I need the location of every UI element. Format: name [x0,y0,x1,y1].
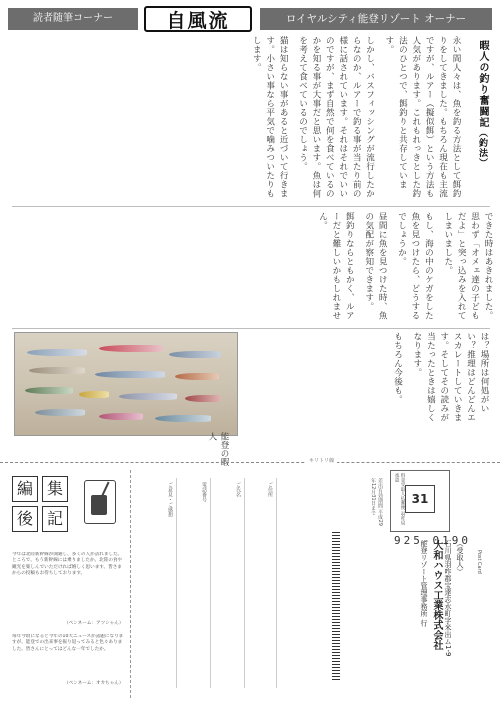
cut-line [0,462,500,463]
title-char: 集 [42,476,68,502]
form-label: ご意見・ご感想 [167,482,173,517]
paragraph: もし、海の中のケガをした魚を見つけたら、どうするでしょうか。 [396,212,434,320]
postage-stamp [390,470,450,532]
editor-note-title [12,476,74,538]
article-subtitle: （釣法） [477,128,487,168]
form-field-comments[interactable] [136,478,177,688]
owner-label: ロイヤルシティ能登リゾート オーナー [260,8,492,30]
article-title [466,40,490,200]
divider [12,328,490,329]
lure-image [169,351,221,358]
title-char: 後 [12,506,38,532]
lure-image [185,395,221,402]
reply-form [136,478,276,688]
lure-image [155,415,211,422]
form-label: 電話番号 [201,482,207,502]
recipient-company: 大和ハウス工業株式会社 [431,540,442,650]
validity-label: 差出有効期間 平成29年12月31日まで [370,478,383,526]
lure-image [29,367,85,374]
lure-photo [14,332,238,436]
lure-image [175,373,219,380]
recipient [412,540,466,690]
paragraph: しかし、バスフィッシングが流行したからなのか、ルアーで釣る事が当たり前の様に話されています。それはそれでいいのですが、まず自然で何を食べているのかを知る事が大事だと思います。魚は何を考えて食べているのでしょう。 [297,36,375,198]
customer-barcode [332,532,340,682]
form-field-phone[interactable] [178,478,211,688]
section-label: 読者随筆コーナー [8,8,138,30]
editor-note-body: 毎年今頃になると今年の10大ニュースが話題になりますが、能登での出来事を振り返ってみると色々ありました。皆さんにとってはどんな一年でしたか。 [12,634,124,652]
lure-image [25,387,73,394]
column-logo: 自風流 [144,6,252,32]
postcard-label: Post Card [476,550,482,574]
lure-image [95,371,165,378]
paragraph: は？場所は何処がいい？推理はどんどんエスカレートしていきます。そしてその読みが当たったときは嬉しくなります。 [411,332,489,422]
title-char: 編 [12,476,38,502]
lure-image [79,391,109,398]
editor-note-body: 今年は北陸新幹線が開通し、多くの人が訪れました。ところで、もう新幹線には乗りましたか。北陸の食や観光を楽しんでいただければ嬉しく思います。皆さまからの投稿もお待ちしております。 [12,552,123,577]
title-char: 記 [42,506,68,532]
stamp-number: 31 [405,485,435,513]
paragraph: もちろん今後も。 [392,332,403,404]
form-field-name[interactable] [212,478,245,688]
paragraph: 猫は知らない事があると近づいて行きます。小さい事なら平気で噛みついたりもします。 [251,36,289,198]
article-body-row2 [12,212,494,324]
article-body-row3 [244,332,490,426]
editor-signature: （ペンネーム：アツシゃん） [64,621,124,626]
lure-image [119,393,177,400]
lure-image [27,349,87,356]
article-body-row1 [12,36,462,200]
ink-pen-icon [84,480,116,524]
form-field-address[interactable] [246,478,277,688]
paragraph: できた時はあきれました。思わず「オメェ達の子どもだよ」と突っ込みを入れてしまいました。 [442,212,493,320]
paragraph: 餌釣りならともかく、ルアーだと難しいかもしれません。 [317,212,355,320]
lure-image [35,409,85,416]
divider [12,206,490,207]
lure-image [99,345,163,352]
recipient-line: 石川県羽咋郡宝達志水町字米出ム1-9 [444,540,452,657]
page-header [8,8,492,30]
cut-line-label: キリトリ線 [306,457,337,464]
recipient-dept: 能登リゾート管理事務所 行 [420,540,428,627]
zip-code: 925-0190 [394,534,471,547]
stamp-text: 料金受取人払郵便 羽咋局 承認 [394,473,405,526]
paragraph: 永い間人々は、魚を釣る方法として餌釣りをしてきました。もちろん現在も主流ですが、ルアー（擬似餌）という方法も人気があります。これもれっきとした釣法のひとつで、餌釣りと共存しています。 [383,36,461,198]
postcard-address [290,470,490,698]
article-title-text: 暇人の釣り奮闘記 [477,40,488,128]
form-label: ご氏名 [235,482,241,497]
recipient-line: （受取人） [456,540,464,575]
lure-image [99,413,143,420]
form-label: ご住所 [267,482,273,497]
article-author: 能登の暇人 [207,432,229,466]
editor-note [8,470,128,698]
divider [130,470,131,698]
paragraph: 昼間に魚を見つけた時、魚の気配が察知できます。 [363,212,388,320]
editor-signature: （ペンネーム：オカちゃん） [64,681,124,686]
